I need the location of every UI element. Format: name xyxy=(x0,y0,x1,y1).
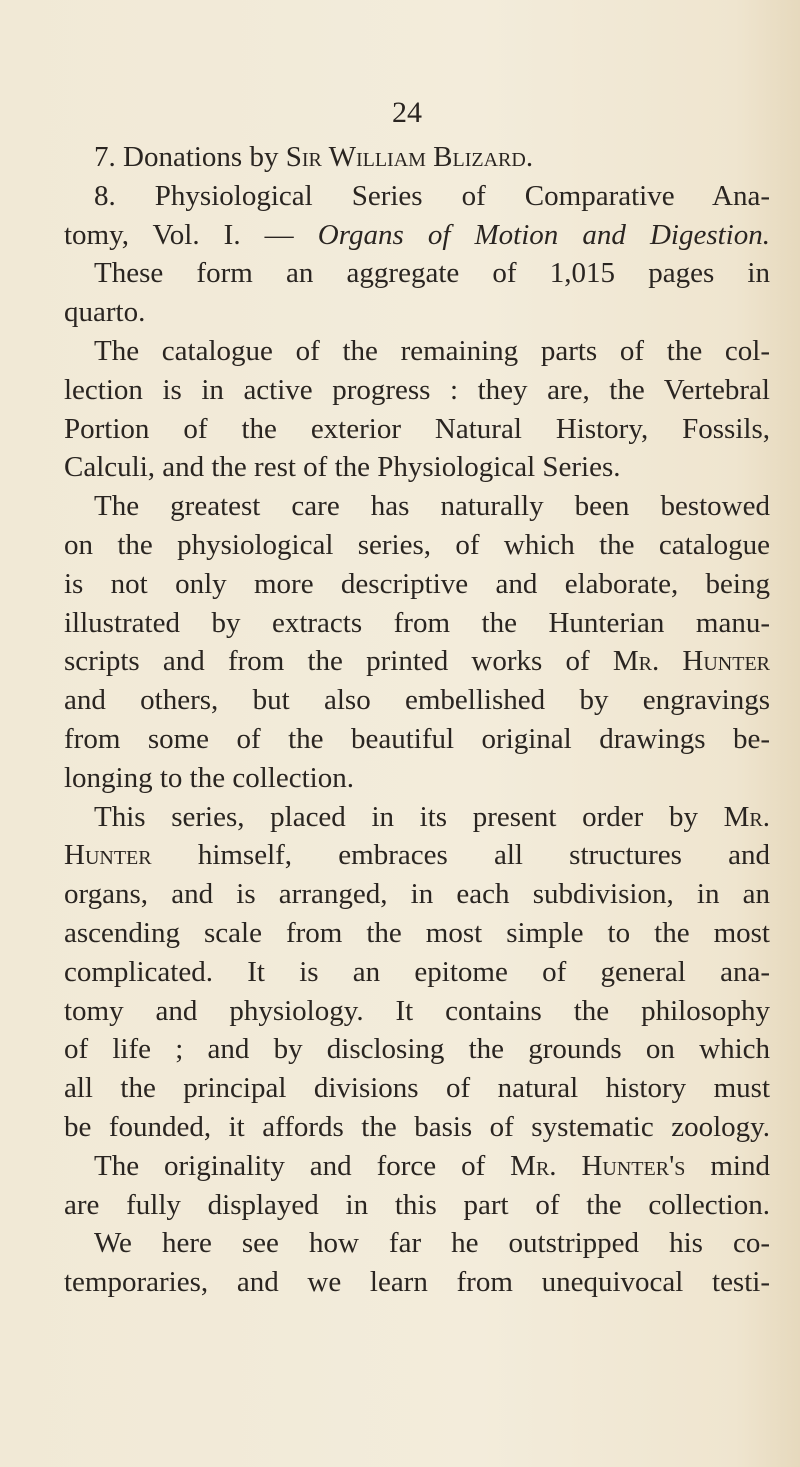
text-line xyxy=(64,332,770,371)
text-line xyxy=(64,875,770,914)
small-caps-run: Sir William Blizard xyxy=(285,141,526,173)
text-run: Portion of the exterior Natural History, Fossils, xyxy=(64,412,770,445)
text-run: illustrated by extracts from the Hunterian manu- xyxy=(64,606,770,639)
text-line xyxy=(64,836,770,875)
text-line xyxy=(64,1147,770,1186)
text-run: The catalogue of the remaining parts of the col- xyxy=(94,334,770,367)
text-run: and others, but also embellished by engravings xyxy=(64,684,770,717)
text-run: mind xyxy=(685,1149,770,1182)
text-line xyxy=(64,177,770,216)
text-line xyxy=(64,759,770,798)
text-run: The greatest care has naturally been bestowed xyxy=(94,490,770,523)
text-run: temporaries, and we learn from unequivocal testi- xyxy=(64,1266,770,1299)
text-run: tomy, Vol. I. — xyxy=(64,218,318,251)
small-caps-run: Mr. Hunter's xyxy=(510,1149,686,1182)
text-line xyxy=(64,254,770,293)
text-line xyxy=(64,798,770,837)
text-run: organs, and is arranged, in each subdivision, in an xyxy=(64,878,770,911)
text-run: 8. Physiological Series of Comparative Ana- xyxy=(94,179,770,212)
italic-run: Organs of Motion and Digestion. xyxy=(317,218,770,251)
text-run: himself, embraces all structures and xyxy=(151,839,770,872)
text-line xyxy=(64,293,770,332)
text-run: These form an aggregate of 1,015 pages in xyxy=(94,257,770,290)
text-line xyxy=(64,216,770,255)
text-run: tomy and physiology. It contains the philosophy xyxy=(64,994,770,1027)
text-line xyxy=(64,720,770,759)
small-caps-run: Hunter xyxy=(64,839,152,872)
text-run: Calculi, and the rest of the Physiological Series. xyxy=(64,451,621,484)
text-run: is not only more descriptive and elaborate, being xyxy=(64,567,770,600)
small-caps-run: Mr. xyxy=(723,800,770,833)
text-run: are fully displayed in this part of the collection. xyxy=(64,1188,770,1221)
text-run: longing to the collection. xyxy=(64,761,354,794)
text-line xyxy=(64,1186,770,1225)
text-line xyxy=(64,410,770,449)
text-line xyxy=(64,371,770,410)
text-run: The originality and force of xyxy=(94,1149,511,1182)
text-run: be founded, it affords the basis of systematic zoology. xyxy=(64,1110,770,1143)
text-line xyxy=(64,681,770,720)
text-line xyxy=(64,1108,770,1147)
text-line xyxy=(64,642,770,681)
text-run: complicated. It is an epitome of general ana- xyxy=(64,955,770,988)
text-run: ascending scale from the most simple to the most xyxy=(64,916,770,949)
text-line xyxy=(64,1263,770,1302)
text-line xyxy=(64,487,770,526)
text-line xyxy=(64,953,770,992)
text-run: This series, placed in its present order by xyxy=(94,800,724,833)
small-caps-run: Mr. Hunter xyxy=(612,645,771,678)
text-line xyxy=(64,1224,770,1263)
text-run: scripts and from the printed works of xyxy=(64,645,613,678)
text-run: from some of the beautiful original drawings be- xyxy=(64,722,770,755)
text-run: on the physiological series, of which the catalogue xyxy=(64,528,770,561)
text-run: of life ; and by disclosing the grounds on which xyxy=(64,1033,770,1066)
text-line xyxy=(64,604,770,643)
text-line xyxy=(64,448,770,487)
body-text xyxy=(64,138,770,1302)
text-run: all the principal divisions of natural history must xyxy=(64,1072,770,1105)
text-line xyxy=(64,1030,770,1069)
page-number: 24 xyxy=(392,96,422,129)
text-line xyxy=(64,565,770,604)
text-run: 7. Donations by xyxy=(94,141,286,173)
text-line xyxy=(64,1069,770,1108)
text-run: We here see how far he outstripped his co- xyxy=(94,1227,770,1260)
text-run: . xyxy=(525,141,534,173)
text-line xyxy=(64,992,770,1031)
text-line xyxy=(64,914,770,953)
text-run: quarto. xyxy=(64,296,146,329)
text-line xyxy=(64,138,770,177)
text-line xyxy=(64,526,770,565)
text-run: lection is in active progress : they are, the Vertebral xyxy=(64,373,770,406)
